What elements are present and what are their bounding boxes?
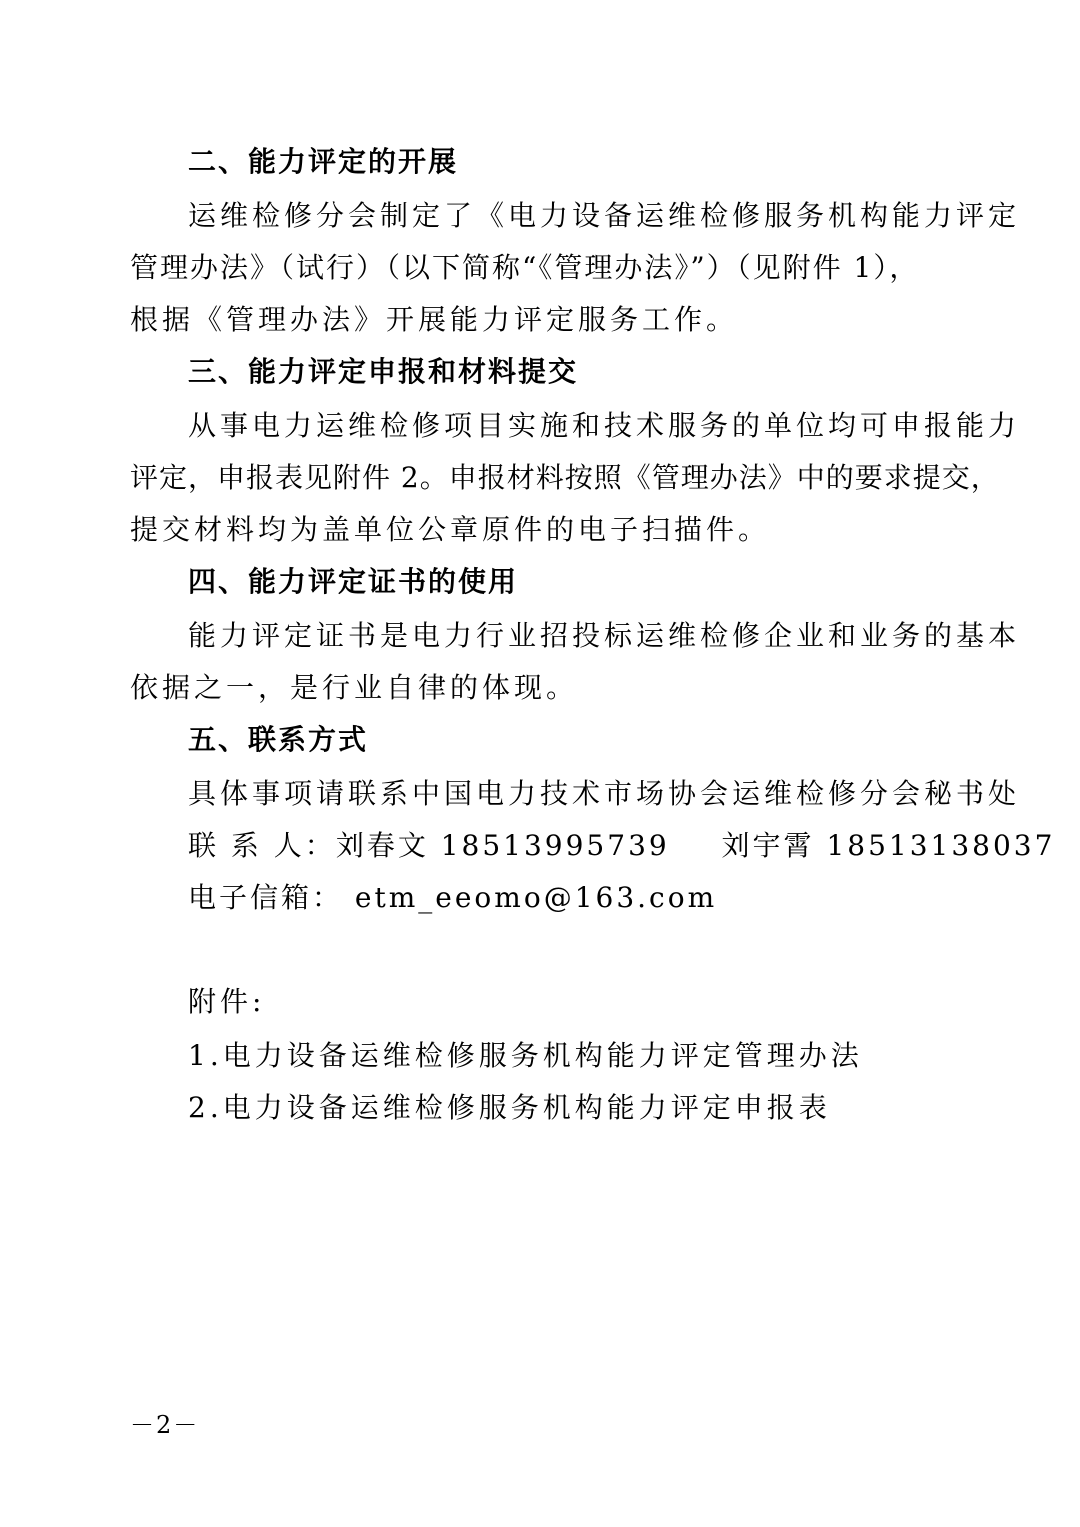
section-4-paragraph-line-1: 能力评定证书是电力行业招投标运维检修企业和业务的基本 — [188, 619, 1021, 652]
contact-2-name: 刘宇霄 — [721, 829, 815, 862]
section-4-heading: 四、能力评定证书的使用 — [188, 565, 519, 598]
contact-2-phone: 18513138037 — [826, 829, 1056, 862]
contact-intro: 具体事项请联系中国电力技术市场协会运维检修分会秘书处 — [188, 777, 1021, 810]
section-2-paragraph-line-3: 根据《管理办法》开展能力评定服务工作。 — [130, 303, 739, 336]
section-3-paragraph-line-2: 评定，申报表见附件 2。申报材料按照《管理办法》中的要求提交， — [130, 461, 1000, 494]
section-3-paragraph-line-3: 提交材料均为盖单位公章原件的电子扫描件。 — [130, 513, 771, 546]
email-label: 电子信箱： — [188, 881, 344, 914]
section-3-paragraph-line-1: 从事电力运维检修项目实施和技术服务的单位均可申报能力 — [188, 409, 1021, 442]
contact-1-phone: 18513995739 — [440, 829, 670, 862]
section-4-paragraph-line-2: 依据之一，是行业自律的体现。 — [130, 671, 579, 704]
section-2-heading: 二、能力评定的开展 — [188, 145, 459, 178]
email-line — [188, 880, 717, 916]
contact-1-name: 刘春文 — [335, 829, 429, 862]
attachment-item-2: 2.电力设备运维检修服务机构能力评定申报表 — [188, 1091, 831, 1124]
contact-label: 联 系 人： — [188, 829, 336, 862]
page-number: －2－ — [130, 1411, 200, 1439]
section-5-heading: 五、联系方式 — [188, 723, 369, 756]
section-2-paragraph-line-1: 运维检修分会制定了《电力设备运维检修服务机构能力评定 — [188, 199, 1021, 232]
attachment-item-1: 1.电力设备运维检修服务机构能力评定管理办法 — [188, 1039, 863, 1072]
email-address: etm_eeomo@163.com — [354, 881, 718, 914]
contact-line — [188, 828, 1055, 864]
section-2-paragraph-line-2: 管理办法》（试行）（以下简称“《管理办法》”）（见附件 1）， — [130, 251, 920, 284]
section-3-heading: 三、能力评定申报和材料提交 — [188, 355, 579, 388]
attachments-label: 附件: — [188, 985, 266, 1018]
